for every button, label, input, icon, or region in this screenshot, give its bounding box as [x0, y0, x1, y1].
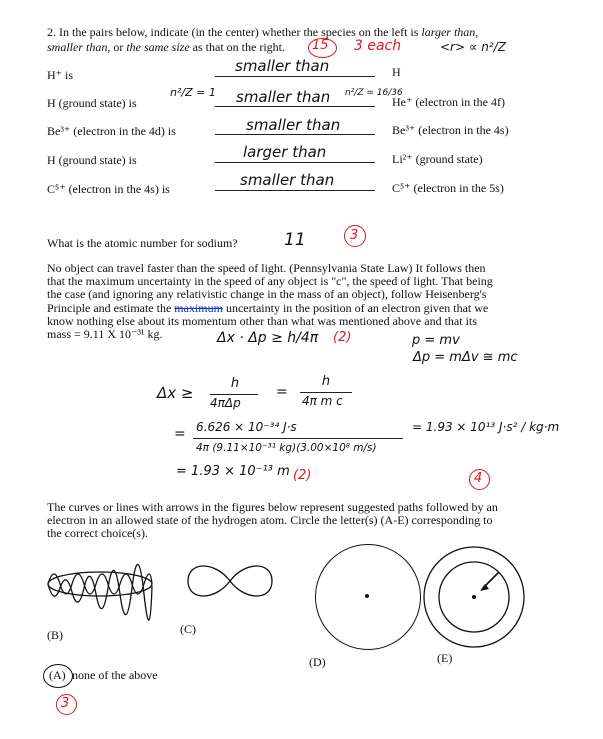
pair-5-blank — [215, 190, 375, 191]
q4-line-3: the case (and ignoring any relativistic change in the mass of an object), follow Heisenberg's — [47, 287, 487, 302]
q2-intro-same: the same size — [126, 40, 190, 54]
pair-1-blank — [215, 76, 375, 77]
q3-answer: 11 — [284, 230, 306, 250]
pair-1-right: H — [392, 65, 401, 79]
q4-calc-denominator: 4π (9.11×10⁻³¹ kg)(3.00×10⁸ m/s) — [196, 442, 377, 454]
q2-points: 15 — [312, 38, 329, 53]
q4-calc-numerator: 6.626 × 10⁻³⁴ J·s — [196, 420, 297, 434]
q2-intro-or: , or — [107, 40, 124, 54]
q2-each: 3 each — [354, 38, 402, 54]
pair-2-margin-right: n²/Z = 16/36 — [345, 88, 403, 98]
pair-2-left: H (ground state) is — [47, 96, 137, 110]
q3-points: 3 — [350, 228, 359, 243]
option-a-text: none of the above — [72, 668, 158, 682]
figure-e-concentric-circles — [421, 544, 527, 650]
q4-eq: = — [276, 384, 288, 400]
q4-dx-lhs: Δx ≥ — [157, 384, 194, 402]
pair-2-blank — [215, 106, 375, 107]
pair-2-answer: smaller than — [236, 88, 331, 106]
pair-3-right: Be³⁺ (electron in the 4s) — [392, 123, 509, 137]
q4-momentum: p = mv — [412, 333, 460, 348]
q4-result: = 1.93 × 10⁻¹³ m — [176, 464, 290, 479]
q4-calc-value: = 1.93 × 10¹³ J·s² / kg·m — [412, 420, 560, 434]
q2-intro-1: 2. In the pairs below, indicate (in the center) whether the species on the left is — [47, 25, 419, 39]
q2-intro-larger: larger than, — [421, 25, 479, 39]
q4-frac1-num: h — [230, 376, 240, 391]
pair-3-left: Be³⁺ (electron in the 4d) is — [47, 124, 176, 138]
q4-line-5: know nothing else about its momentum other than what was mentioned above and that its — [47, 313, 477, 328]
q4-calc-bar — [193, 438, 403, 439]
q4-line-1: No object can travel faster than the speed of light. (Pennsylvania State Law) It follows then — [47, 261, 486, 275]
q2-radius-note: <r> ∝ n²/Z — [440, 40, 506, 54]
figure-c-label: (C) — [180, 622, 196, 636]
figure-d-center-dot — [365, 594, 369, 598]
pair-2-margin-left: n²/Z = 1 — [170, 86, 216, 99]
figure-b-label: (B) — [47, 628, 63, 642]
q4-line-4-strike: maximum — [174, 300, 223, 315]
pair-1-left: H⁺ is — [47, 68, 74, 82]
pair-5-right: C⁵⁺ (electron in the 5s) — [392, 181, 504, 195]
pair-4-blank — [215, 162, 375, 163]
pair-5-left: C⁵⁺ (electron in the 4s) is — [47, 182, 170, 196]
figure-d-label: (D) — [309, 655, 326, 669]
pair-1-answer: smaller than — [235, 57, 330, 75]
q5-line-3: the correct choice(s). — [47, 526, 148, 541]
q4-frac2-num: h — [321, 374, 331, 389]
pair-4-right: Li²⁺ (ground state) — [392, 152, 483, 166]
q4-line-4-b: uncertainty in the position of an electron given that we — [225, 300, 489, 315]
pair-3-blank — [215, 134, 375, 135]
pair-4-answer: larger than — [243, 143, 327, 161]
figure-b-wavy-path — [40, 548, 160, 623]
q4-frac2-den: 4π m c — [302, 394, 343, 408]
q4-line-2: that the maximum uncertainty in the speed of any object is "c", the speed of light. That being — [47, 274, 493, 289]
q3-question: What is the atomic number for sodium? — [47, 236, 238, 250]
pair-2-right: He⁺ (electron in the 4f) — [392, 95, 505, 109]
q5-line-1: The curves or lines with arrows in the figures below represent suggested paths followed by an — [47, 500, 498, 514]
q4-frac1-den: 4πΔp — [210, 396, 241, 410]
option-a-letter: (A) — [49, 668, 66, 682]
pair-3-answer: smaller than — [246, 116, 341, 134]
q5-points: 3 — [61, 696, 70, 711]
q4-points: 4 — [474, 471, 483, 486]
q4-frac2-bar — [300, 392, 352, 393]
q4-momentum-uncertainty: Δp = mΔv ≅ mc — [413, 350, 518, 365]
q4-line-6: mass = 9.11 X 10⁻³¹ kg. — [47, 327, 163, 342]
figure-c-figure-eight — [180, 555, 280, 607]
pair-5-answer: smaller than — [240, 171, 335, 189]
q2-intro-end: as that on the right. — [192, 40, 285, 54]
q2-intro-smaller: smaller than — [47, 40, 108, 54]
pair-4-left: H (ground state) is — [47, 153, 137, 167]
q4-uncertainty-relation: Δx · Δp ≥ h/4π — [217, 330, 319, 346]
q5-line-2: electron in an allowed state of the hydrogen atom. Circle the letter(s) (A-E) corresponding to — [47, 513, 493, 528]
q4-line-4-a: Principle and estimate the — [47, 300, 172, 315]
q4-frac1-bar — [210, 394, 258, 395]
q4-uncertainty-points: (2) — [333, 330, 352, 345]
figure-e-label: (E) — [437, 651, 453, 665]
q4-result-points: (2) — [293, 468, 312, 483]
